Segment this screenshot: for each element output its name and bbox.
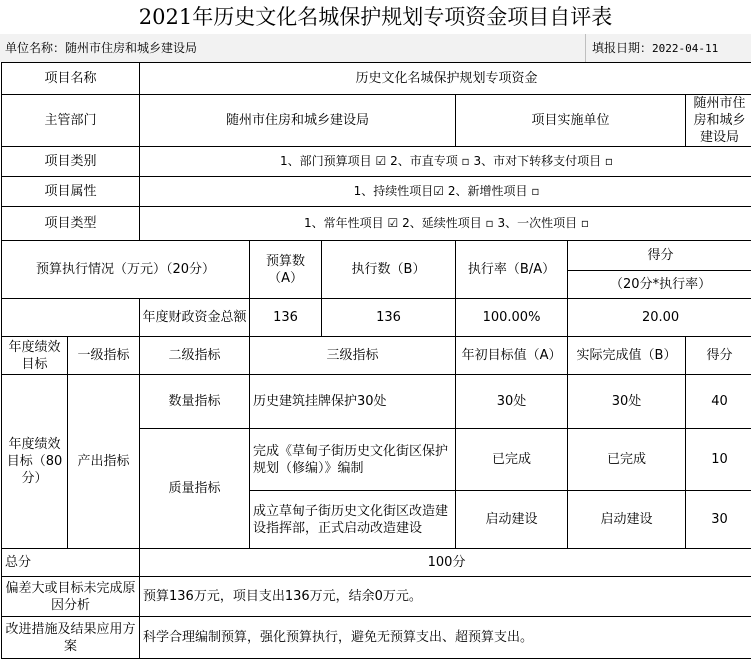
row-perf-header [2, 337, 751, 375]
perf-level1: 产出指标 [68, 375, 140, 549]
fill-date [586, 34, 751, 62]
budget-row-label: 年度财政资金总额 [140, 299, 250, 337]
rate-value: 100.00% [456, 299, 568, 337]
fill-date-label: 填报日期： [592, 41, 653, 55]
row-attribute [2, 177, 751, 207]
type-label: 项目类型 [2, 207, 140, 241]
total-value: 100分 [140, 549, 751, 577]
budget-col-rate: 执行率（B/A） [456, 241, 568, 299]
project-name-label: 项目名称 [2, 63, 140, 95]
perf-target: 30处 [456, 375, 568, 429]
budget-value: 136 [250, 299, 322, 337]
improve-value: 科学合理编制预算，强化预算执行，避免无预算支出、超预算支出。 [140, 617, 751, 659]
budget-label: 预算执行情况（万元）（20分） [2, 241, 250, 299]
evaluation-table [1, 62, 751, 659]
perf-actual: 30处 [568, 375, 686, 429]
perf-header-goal: 年度绩效目标 [2, 337, 68, 375]
exec-value: 136 [322, 299, 456, 337]
perf-header-target: 年初目标值（A） [456, 337, 568, 375]
budget-col-budget: 预算数（A） [250, 241, 322, 299]
page-title: 2021年历史文化名城保护规划专项资金项目自评表 [138, 5, 613, 29]
perf-target: 启动建设 [456, 491, 568, 549]
row-budget-header-1 [2, 241, 751, 271]
project-name-value: 历史文化名城保护规划专项资金 [140, 63, 751, 95]
perf-level3: 历史建筑挂牌保护30处 [250, 375, 456, 429]
perf-header-level1: 一级指标 [68, 337, 140, 375]
row-type [2, 207, 751, 241]
perf-level2-quantity: 数量指标 [140, 375, 250, 429]
perf-header-actual: 实际完成值（B） [568, 337, 686, 375]
row-project-name [2, 63, 751, 95]
perf-level2-quality: 质量指标 [140, 429, 250, 549]
deviation-value: 预算136万元，项目支出136万元，结余0万元。 [140, 577, 751, 617]
row-dept [2, 95, 751, 147]
perf-level3: 成立草甸子街历史文化街区改造建设指挥部，正式启动改造建设 [250, 491, 456, 549]
budget-col-score: 得分 [568, 241, 751, 271]
perf-header-score: 得分 [686, 337, 751, 375]
perf-actual: 启动建设 [568, 491, 686, 549]
row-deviation [2, 577, 751, 617]
row-category [2, 147, 751, 177]
improve-label: 改进措施及结果应用方案 [2, 617, 140, 659]
category-label: 项目类别 [2, 147, 140, 177]
perf-header-level2: 二级指标 [140, 337, 250, 375]
category-value: 1、部门预算项目 ☑ 2、市直专项 ▫ 3、市对下转移支付项目 ▫ [140, 147, 751, 177]
budget-col-exec: 执行数（B） [322, 241, 456, 299]
perf-score: 30 [686, 491, 751, 549]
perf-goal-label: 年度绩效目标（80分） [2, 375, 68, 549]
perf-header-level3: 三级指标 [250, 337, 456, 375]
perf-target: 已完成 [456, 429, 568, 491]
perf-score: 40 [686, 375, 751, 429]
unit-name: 单位名称：随州市住房和城乡建设局 [0, 34, 586, 62]
perf-actual: 已完成 [568, 429, 686, 491]
row-improve [2, 617, 751, 659]
type-value: 1、常年性项目 ☑ 2、延续性项目 ▫ 3、一次性项目 ▫ [140, 207, 751, 241]
attribute-value: 1、持续性项目☑ 2、新增性项目 ▫ [140, 177, 751, 207]
budget-col-score-sub: （20分*执行率） [568, 271, 751, 299]
fill-date-value: 2022-04-11 [652, 42, 719, 55]
table-row [2, 375, 751, 429]
row-total [2, 549, 751, 577]
perf-level3: 完成《草甸子街历史文化街区保护规划（修编）》编制 [250, 429, 456, 491]
impl-unit-value: 随州市住房和城乡建设局 [686, 95, 751, 147]
row-budget-values [2, 299, 751, 337]
deviation-label: 偏差大或目标未完成原因分析 [2, 577, 140, 617]
total-label: 总分 [2, 549, 140, 577]
dept-value: 随州市住房和城乡建设局 [140, 95, 456, 147]
dept-label: 主管部门 [2, 95, 140, 147]
score-value: 20.00 [568, 299, 751, 337]
impl-unit-label: 项目实施单位 [456, 95, 686, 147]
perf-score: 10 [686, 429, 751, 491]
attribute-label: 项目属性 [2, 177, 140, 207]
